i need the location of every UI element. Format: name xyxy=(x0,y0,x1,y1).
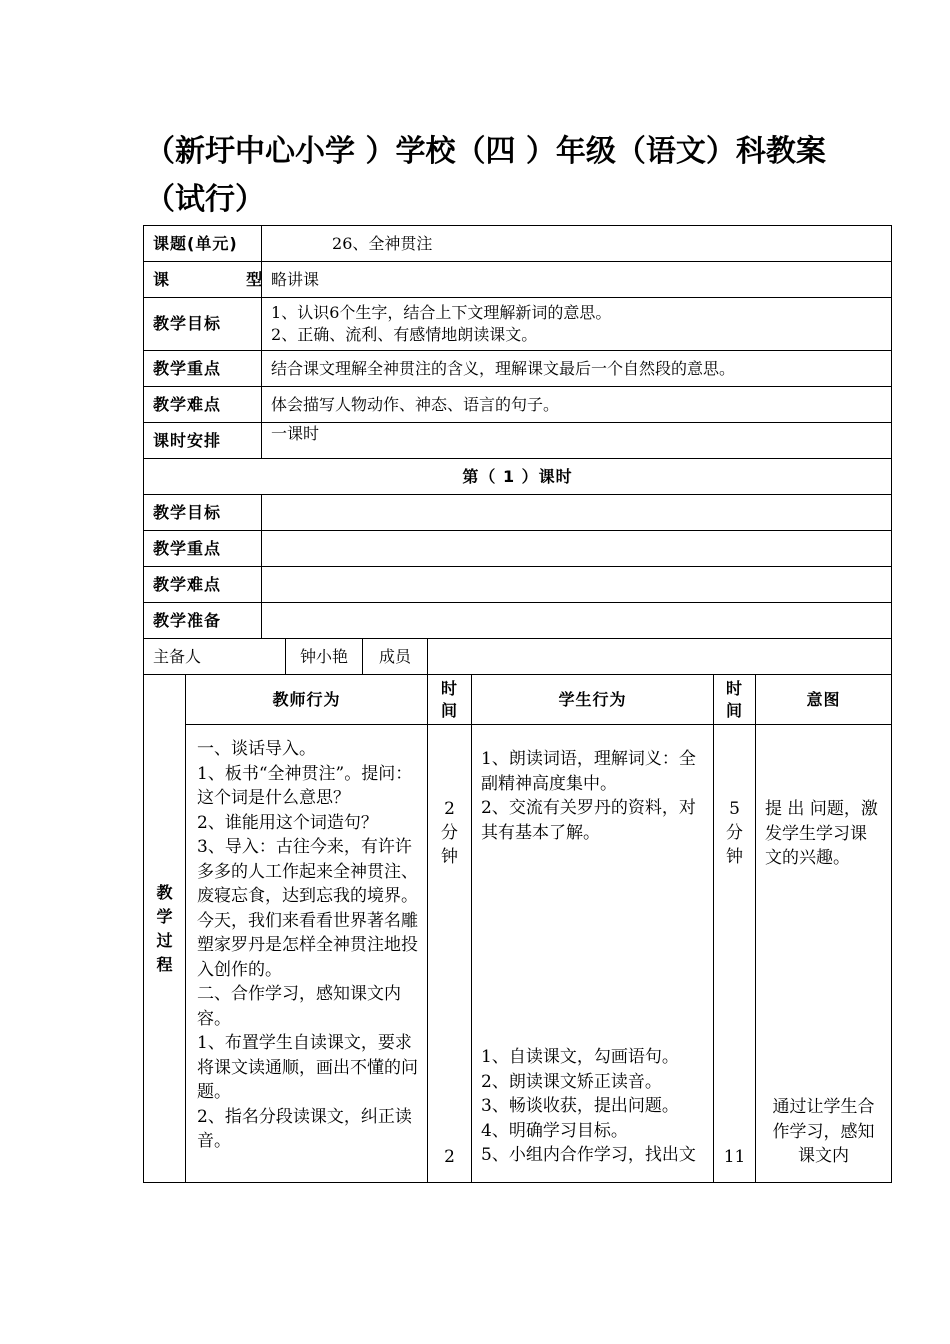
label-members: 成员 xyxy=(363,639,428,675)
teacher-text: 一、谈话导入。 1、板书“全神贯注”。提问：这个词是什么意思？ 2、谁能用这个词造句？ 3、导入：古往今来，有许许多多的人工作起来全神贯注、废寝忘食，达到忘我的境界。今天，我们来看看世界著名雕塑家罗丹是怎样全神贯注地投入创作的。 二、合作学习，感知课文内容。 1、布置学生自读课文，要求将课文读通顺，画出不懂的问题。 2、指名分段读课文，纠正读音。 xyxy=(197,739,418,1151)
row-topic xyxy=(144,226,892,262)
header-time2: 时间 xyxy=(714,675,756,725)
value-main-preparer: 钟小艳 xyxy=(286,639,363,675)
row-lesson-key-points xyxy=(144,531,892,567)
value-members xyxy=(428,639,892,675)
label-lesson-goals: 教学目标 xyxy=(144,495,262,531)
label-difficulties: 教学难点 xyxy=(144,387,262,423)
intent-text-b: 通过让学生合作学习，感知课文内 xyxy=(772,1097,875,1166)
label-lesson-key-points: 教学重点 xyxy=(144,531,262,567)
row-goals xyxy=(144,298,892,351)
teacher-cell xyxy=(186,725,428,1183)
value-goals: 1、认识6个生字，结合上下文理解新词的意思。 2、正确、流利、有感情地朗读课文。 xyxy=(262,298,892,351)
time2-a: 5 分 钟 xyxy=(726,799,744,867)
intent-text-a-line1 xyxy=(765,797,882,871)
document-title: （新圩中心小学 ）学校（四 ）年级（语文）科教案（试行） xyxy=(145,134,826,217)
label-lesson-prep: 教学准备 xyxy=(144,603,262,639)
row-lesson-prep xyxy=(144,603,892,639)
lesson-plan-table xyxy=(143,225,892,1183)
label-main-preparer: 主备人 xyxy=(144,639,286,675)
label-key-points: 教学重点 xyxy=(144,351,262,387)
time1-cell xyxy=(428,725,472,1183)
label-schedule: 课时安排 xyxy=(144,423,262,459)
student-cell xyxy=(472,725,714,1183)
lesson-heading: 第（ 1 ）课时 xyxy=(144,459,892,495)
label-topic: 课题(单元) xyxy=(144,226,262,262)
intent-cell xyxy=(756,725,892,1183)
time1-a: 2 分 钟 xyxy=(441,799,459,867)
time2-b: 11 xyxy=(723,1147,746,1167)
row-lesson-heading xyxy=(144,459,892,495)
student-text-a: 1、朗读词语，理解词义：全副精神高度集中。 2、交流有关罗丹的资料，对其有基本了解。 xyxy=(481,749,696,843)
label-lesson-difficulties: 教学难点 xyxy=(144,567,262,603)
value-difficulties: 体会描写人物动作、神态、语言的句子。 xyxy=(262,387,892,423)
header-time1: 时间 xyxy=(428,675,472,725)
row-difficulties xyxy=(144,387,892,423)
value-lesson-goals xyxy=(262,495,892,531)
process-side-cell xyxy=(144,675,186,1183)
value-key-points: 结合课文理解全神贯注的含义，理解课文最后一个自然段的意思。 xyxy=(262,351,892,387)
row-type xyxy=(144,262,892,298)
value-lesson-difficulties xyxy=(262,567,892,603)
process-side-label: 教学过程 xyxy=(156,882,173,974)
row-key-points xyxy=(144,351,892,387)
row-preparers xyxy=(144,639,892,675)
label-goals: 教学目标 xyxy=(144,298,262,351)
header-teacher: 教师行为 xyxy=(186,675,428,725)
header-intent: 意图 xyxy=(756,675,892,725)
time1-b: 2 xyxy=(444,1147,455,1167)
intent-text-a: 提 出 问题，激发学生学习课文的兴趣。 xyxy=(765,799,878,868)
row-schedule xyxy=(144,423,892,459)
header-student: 学生行为 xyxy=(472,675,714,725)
student-text-b: 1、自读课文，勾画语句。 2、朗读课文矫正读音。 3、畅谈收获，提出问题。 4、明确学习目标。 5、小组内合作学习，找出文 xyxy=(481,1047,696,1165)
value-lesson-key-points xyxy=(262,531,892,567)
row-process-body xyxy=(144,725,892,1183)
value-type: 略讲课 xyxy=(262,262,892,298)
row-lesson-goals xyxy=(144,495,892,531)
value-lesson-prep xyxy=(262,603,892,639)
row-lesson-difficulties xyxy=(144,567,892,603)
value-topic: 26、全神贯注 xyxy=(262,226,892,262)
row-process-header xyxy=(144,675,892,725)
label-type: 课 型 xyxy=(144,262,262,298)
time2-cell xyxy=(714,725,756,1183)
value-schedule: 一课时 xyxy=(262,423,892,459)
